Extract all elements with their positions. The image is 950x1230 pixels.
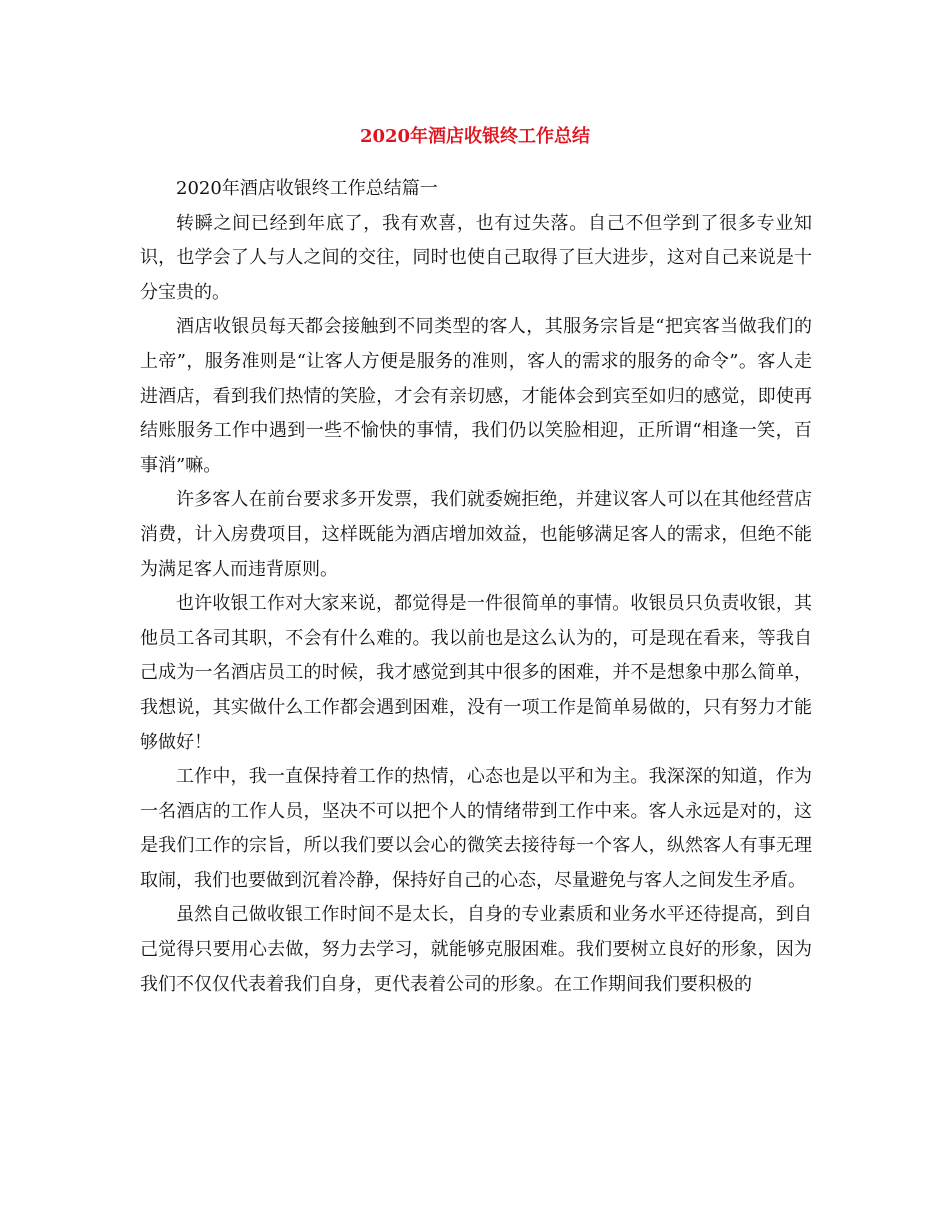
paragraph-3: 许多客人在前台要求多开发票，我们就委婉拒绝，并建议客人可以在其他经营店消费，计入房费项目，这样既能为酒店增加效益，也能够满足客人的需求，但绝不能为满足客人而违背原则。 — [140, 489, 812, 580]
document-title: 2020年酒店收银终工作总结 — [359, 126, 591, 147]
paragraph-4: 也许收银工作对大家来说，都觉得是一件很简单的事情。收银员只负责收银，其他员工各司其职，不会有什么难的。我以前也是这么认为的，可是现在看来，等我自己成为一名酒店员工的时候，我才感觉到其中很多的困难，并不是想象中那么简单，我想说，其实做什么工作都会遇到困难，没有一项工作是简单易做的，只有努力才能够做好！ — [140, 593, 812, 753]
document-body — [140, 172, 812, 1002]
paragraph-1: 转瞬之间已经到年底了，我有欢喜，也有过失落。自己不但学到了很多专业知识，也学会了人与人之间的交往，同时也使自己取得了巨大进步，这对自己来说是十分宝贵的。 — [140, 212, 812, 303]
paragraph-6: 虽然自己做收银工作时间不是太长，自身的专业素质和业务水平还待提高，到自己觉得只要用心去做，努力去学习，就能够克服困难。我们要树立良好的形象，因为我们不仅仅代表着我们自身，更代表着公司的形象。在工作期间我们要积极的 — [140, 904, 812, 995]
paragraph-5: 工作中，我一直保持着工作的热情，心态也是以平和为主。我深深的知道，作为一名酒店的工作人员，坚决不可以把个人的情绪带到工作中来。客人永远是对的，这是我们工作的宗旨，所以我们要以会心的微笑去接待每一个客人，纵然客人有事无理取闹，我们也要做到沉着冷静，保持好自己的心态，尽量避免与客人之间发生矛盾。 — [140, 766, 812, 891]
paragraph-2: 酒店收银员每天都会接触到不同类型的客人，其服务宗旨是“把宾客当做我们的上帝”，服务准则是“让客人方便是服务的准则，客人的需求的服务的命令”。客人走进酒店，看到我们热情的笑脸，才会有亲切感，才能体会到宾至如归的感觉，即使再结账服务工作中遇到一些不愉快的事情，我们仍以笑脸相迎，正所谓“相逢一笑，百事消”嘛。 — [140, 316, 812, 476]
section-heading: 2020年酒店收银终工作总结篇一 — [176, 178, 438, 199]
